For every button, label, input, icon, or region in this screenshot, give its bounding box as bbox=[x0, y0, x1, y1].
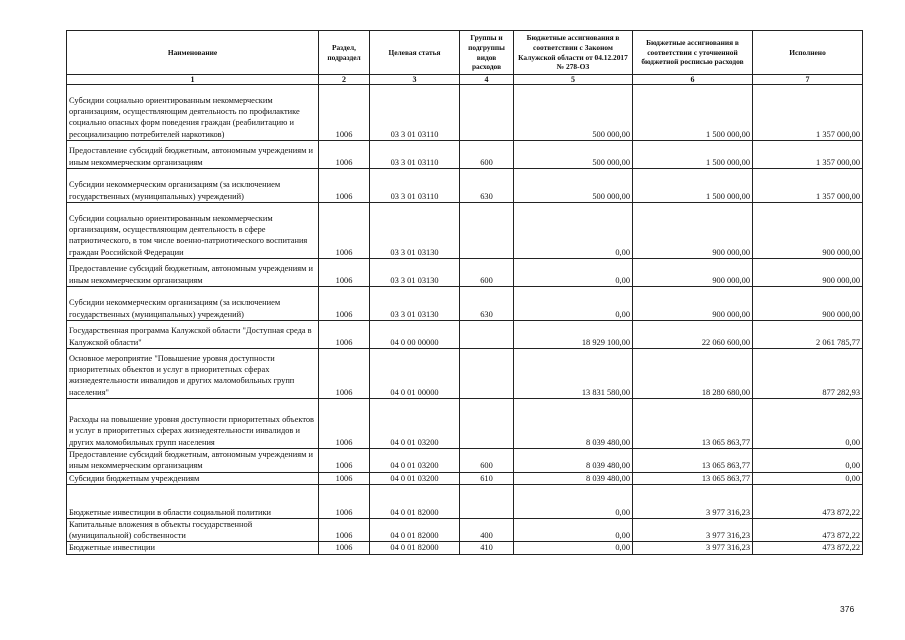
row-target-cell: 03 3 01 03110 bbox=[370, 169, 460, 203]
table-row bbox=[67, 169, 863, 203]
row-group-cell bbox=[460, 399, 514, 449]
row-name-cell: Капитальные вложения в объекты государственной (муниципальной) собственности bbox=[67, 518, 319, 542]
row-law-amount-cell: 0,00 bbox=[514, 203, 633, 259]
row-section-cell: 1006 bbox=[319, 472, 370, 484]
column-number: 3 bbox=[370, 75, 460, 85]
row-law-amount-cell: 0,00 bbox=[514, 259, 633, 287]
column-number-row bbox=[67, 75, 863, 85]
row-section-cell: 1006 bbox=[319, 399, 370, 449]
header-adjusted: Бюджетные ассигнования в соответствии с уточненной бюджетной росписью расходов bbox=[633, 31, 753, 75]
budget-table bbox=[66, 30, 863, 555]
column-number: 2 bbox=[319, 75, 370, 85]
row-law-amount-cell: 0,00 bbox=[514, 287, 633, 321]
row-section-cell: 1006 bbox=[319, 349, 370, 399]
row-adjusted-amount-cell: 18 280 680,00 bbox=[633, 349, 753, 399]
row-adjusted-amount-cell: 22 060 600,00 bbox=[633, 321, 753, 349]
row-group-cell bbox=[460, 349, 514, 399]
row-section-cell: 1006 bbox=[319, 449, 370, 473]
row-adjusted-amount-cell: 1 500 000,00 bbox=[633, 141, 753, 169]
column-number: 5 bbox=[514, 75, 633, 85]
row-name-cell: Предоставление субсидий бюджетным, автономным учреждениям и иным некоммерческим организациям bbox=[67, 259, 319, 287]
row-group-cell: 400 bbox=[460, 518, 514, 542]
table-row bbox=[67, 287, 863, 321]
row-target-cell: 03 3 01 03130 bbox=[370, 287, 460, 321]
row-law-amount-cell: 0,00 bbox=[514, 518, 633, 542]
row-adjusted-amount-cell: 3 977 316,23 bbox=[633, 518, 753, 542]
table-row bbox=[67, 349, 863, 399]
row-law-amount-cell: 0,00 bbox=[514, 484, 633, 518]
row-section-cell: 1006 bbox=[319, 203, 370, 259]
table-row bbox=[67, 85, 863, 141]
row-executed-amount-cell: 877 282,93 bbox=[753, 349, 863, 399]
row-group-cell: 630 bbox=[460, 169, 514, 203]
row-section-cell: 1006 bbox=[319, 484, 370, 518]
row-group-cell: 600 bbox=[460, 141, 514, 169]
row-target-cell: 04 0 01 03200 bbox=[370, 449, 460, 473]
header-executed: Исполнено bbox=[753, 31, 863, 75]
row-adjusted-amount-cell: 13 065 863,77 bbox=[633, 472, 753, 484]
header-section: Раздел, подраздел bbox=[319, 31, 370, 75]
table-row bbox=[67, 259, 863, 287]
row-target-cell: 04 0 01 03200 bbox=[370, 399, 460, 449]
row-executed-amount-cell: 2 061 785,77 bbox=[753, 321, 863, 349]
page-number: 376 bbox=[840, 604, 855, 614]
row-target-cell: 03 3 01 03110 bbox=[370, 141, 460, 169]
header-row bbox=[67, 31, 863, 75]
row-name-cell: Бюджетные инвестиции bbox=[67, 542, 319, 554]
row-target-cell: 03 3 01 03130 bbox=[370, 203, 460, 259]
row-section-cell: 1006 bbox=[319, 169, 370, 203]
table-row bbox=[67, 472, 863, 484]
row-name-cell: Государственная программа Калужской области "Доступная среда в Калужской области" bbox=[67, 321, 319, 349]
row-group-cell bbox=[460, 85, 514, 141]
row-section-cell: 1006 bbox=[319, 518, 370, 542]
row-law-amount-cell: 13 831 580,00 bbox=[514, 349, 633, 399]
table-row bbox=[67, 321, 863, 349]
header-law: Бюджетные ассигнования в соответствии с Законом Калужской области от 04.12.2017 № 278-ОЗ bbox=[514, 31, 633, 75]
row-executed-amount-cell: 900 000,00 bbox=[753, 203, 863, 259]
row-executed-amount-cell: 473 872,22 bbox=[753, 518, 863, 542]
row-law-amount-cell: 500 000,00 bbox=[514, 169, 633, 203]
row-law-amount-cell: 8 039 480,00 bbox=[514, 472, 633, 484]
table-row bbox=[67, 449, 863, 473]
row-law-amount-cell: 18 929 100,00 bbox=[514, 321, 633, 349]
row-executed-amount-cell: 1 357 000,00 bbox=[753, 169, 863, 203]
row-target-cell: 04 0 01 82000 bbox=[370, 542, 460, 554]
row-executed-amount-cell: 0,00 bbox=[753, 399, 863, 449]
row-executed-amount-cell: 0,00 bbox=[753, 472, 863, 484]
row-executed-amount-cell: 1 357 000,00 bbox=[753, 141, 863, 169]
row-adjusted-amount-cell: 900 000,00 bbox=[633, 259, 753, 287]
row-name-cell: Расходы на повышение уровня доступности приоритетных объектов и услуг в приоритетных сферах жизнедеятельности инвалидов и других маломобильных групп населения bbox=[67, 399, 319, 449]
table-row bbox=[67, 203, 863, 259]
row-section-cell: 1006 bbox=[319, 259, 370, 287]
row-law-amount-cell: 8 039 480,00 bbox=[514, 449, 633, 473]
row-target-cell: 04 0 01 00000 bbox=[370, 349, 460, 399]
row-adjusted-amount-cell: 1 500 000,00 bbox=[633, 169, 753, 203]
row-group-cell bbox=[460, 484, 514, 518]
row-executed-amount-cell: 0,00 bbox=[753, 449, 863, 473]
row-executed-amount-cell: 1 357 000,00 bbox=[753, 85, 863, 141]
row-group-cell bbox=[460, 321, 514, 349]
row-group-cell: 610 bbox=[460, 472, 514, 484]
table-row bbox=[67, 542, 863, 554]
table-row bbox=[67, 141, 863, 169]
row-executed-amount-cell: 900 000,00 bbox=[753, 287, 863, 321]
row-section-cell: 1006 bbox=[319, 141, 370, 169]
row-section-cell: 1006 bbox=[319, 542, 370, 554]
row-name-cell: Субсидии бюджетным учреждениям bbox=[67, 472, 319, 484]
row-section-cell: 1006 bbox=[319, 321, 370, 349]
row-executed-amount-cell: 473 872,22 bbox=[753, 484, 863, 518]
row-group-cell: 410 bbox=[460, 542, 514, 554]
row-name-cell: Субсидии социально ориентированным некоммерческим организациям, осуществляющим деятельность по профилактике социально опасных форм поведения граждан (реабилитацию и ресоциализацию потребителей наркотиков) bbox=[67, 85, 319, 141]
column-number: 7 bbox=[753, 75, 863, 85]
column-number: 4 bbox=[460, 75, 514, 85]
row-group-cell: 600 bbox=[460, 449, 514, 473]
row-adjusted-amount-cell: 1 500 000,00 bbox=[633, 85, 753, 141]
row-section-cell: 1006 bbox=[319, 287, 370, 321]
row-group-cell: 600 bbox=[460, 259, 514, 287]
row-group-cell: 630 bbox=[460, 287, 514, 321]
row-adjusted-amount-cell: 3 977 316,23 bbox=[633, 484, 753, 518]
row-target-cell: 03 3 01 03130 bbox=[370, 259, 460, 287]
row-adjusted-amount-cell: 13 065 863,77 bbox=[633, 399, 753, 449]
row-target-cell: 04 0 01 03200 bbox=[370, 472, 460, 484]
row-name-cell: Субсидии социально ориентированным некоммерческим организациям, осуществляющим деятельность в сфере патриотического, в том числе военно-патриотического воспитания граждан Российской Федерации bbox=[67, 203, 319, 259]
row-adjusted-amount-cell: 900 000,00 bbox=[633, 287, 753, 321]
row-law-amount-cell: 500 000,00 bbox=[514, 141, 633, 169]
row-target-cell: 03 3 01 03110 bbox=[370, 85, 460, 141]
row-name-cell: Субсидии некоммерческим организациям (за исключением государственных (муниципальных) учреждений) bbox=[67, 287, 319, 321]
column-number: 1 bbox=[67, 75, 319, 85]
row-adjusted-amount-cell: 900 000,00 bbox=[633, 203, 753, 259]
row-executed-amount-cell: 473 872,22 bbox=[753, 542, 863, 554]
header-name: Наименование bbox=[67, 31, 319, 75]
row-name-cell: Предоставление субсидий бюджетным, автономным учреждениям и иным некоммерческим организациям bbox=[67, 141, 319, 169]
row-target-cell: 04 0 00 00000 bbox=[370, 321, 460, 349]
row-name-cell: Субсидии некоммерческим организациям (за исключением государственных (муниципальных) учреждений) bbox=[67, 169, 319, 203]
row-name-cell: Бюджетные инвестиции в области социальной политики bbox=[67, 484, 319, 518]
row-adjusted-amount-cell: 13 065 863,77 bbox=[633, 449, 753, 473]
row-executed-amount-cell: 900 000,00 bbox=[753, 259, 863, 287]
row-group-cell bbox=[460, 203, 514, 259]
row-law-amount-cell: 8 039 480,00 bbox=[514, 399, 633, 449]
header-groups: Группы и подгруппы видов расходов bbox=[460, 31, 514, 75]
row-target-cell: 04 0 01 82000 bbox=[370, 518, 460, 542]
header-target: Целевая статья bbox=[370, 31, 460, 75]
column-number: 6 bbox=[633, 75, 753, 85]
row-name-cell: Предоставление субсидий бюджетным, автономным учреждениям и иным некоммерческим организациям bbox=[67, 449, 319, 473]
table-row bbox=[67, 518, 863, 542]
row-name-cell: Основное мероприятие "Повышение уровня доступности приоритетных объектов и услуг в приоритетных сферах жизнедеятельности инвалидов и других маломобильных групп населения" bbox=[67, 349, 319, 399]
table-row bbox=[67, 484, 863, 518]
table-row bbox=[67, 399, 863, 449]
row-law-amount-cell: 0,00 bbox=[514, 542, 633, 554]
row-target-cell: 04 0 01 82000 bbox=[370, 484, 460, 518]
row-law-amount-cell: 500 000,00 bbox=[514, 85, 633, 141]
row-section-cell: 1006 bbox=[319, 85, 370, 141]
row-adjusted-amount-cell: 3 977 316,23 bbox=[633, 542, 753, 554]
